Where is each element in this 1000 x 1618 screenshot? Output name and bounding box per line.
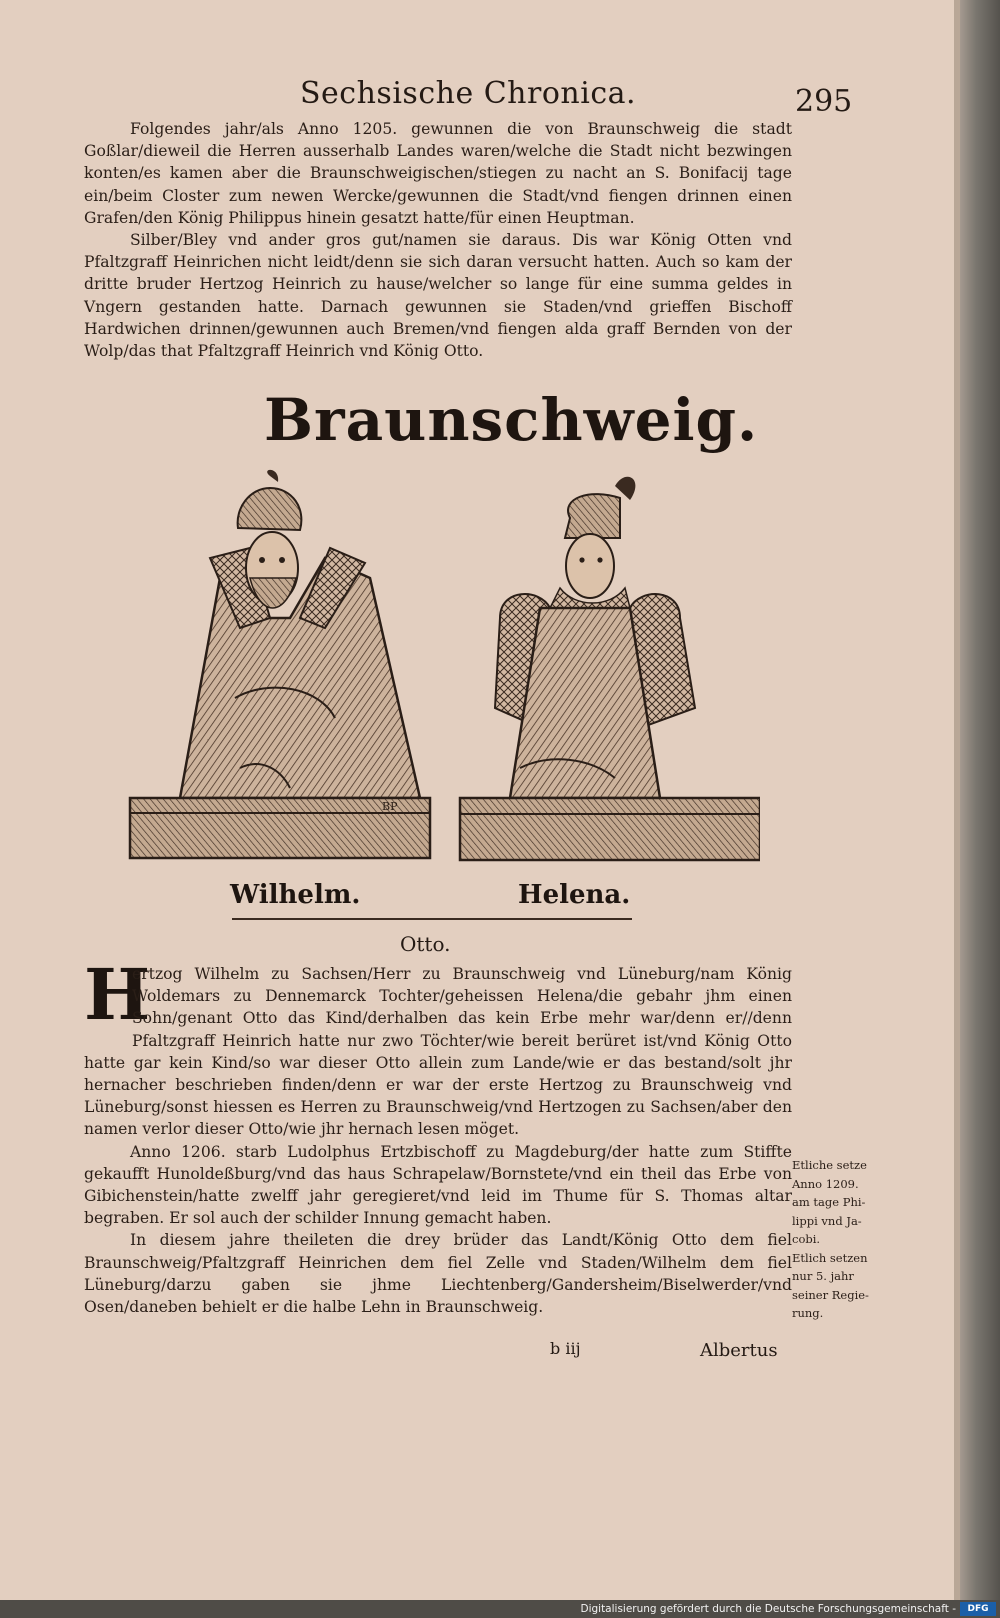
caption-wilhelm: Wilhelm.: [230, 880, 361, 910]
section-heading: Braunschweig.: [264, 386, 759, 454]
margin-note-line: seiner Regie-: [792, 1287, 869, 1302]
paragraph: In diesem jahre theileten die drey brüder das Landt/König Otto dem fiel Braunschweig/Pfaltzgraff Heinrichen dem fiel Zelle vnd Staden/Wilhelm dem fiel Lüneburg/darzu gaben sie jhme Liechtenberg/Gandersheim/Biselwerder/vnd Osen/daneben behielt er die halbe Lehn in Braunschweig.: [84, 1231, 792, 1317]
margin-note-line: Anno 1209.: [792, 1176, 859, 1191]
margin-note-line: nur 5. jahr: [792, 1269, 854, 1283]
paragraph: [84, 953, 792, 1141]
wilhelm-figure: [130, 470, 430, 858]
catchword: Albertus: [700, 1340, 778, 1361]
margin-note-line: Etlich setzen: [792, 1250, 868, 1265]
paragraph: Folgendes jahr/als Anno 1205. gewunnen die von Braunschweig die stadt Goßlar/dieweil die Herren ausserhalb Landes waren/welche die Stadt nicht bezwingen konten/es kamen aber die Braunschweigischen/stiegen zu nacht an S. Bonifacij tage ein/beim Closter zum newen Wercke/gewunnen die Stadt/vnd fiengen drinnen einen Grafen/den König Philippus hinein gesatzt hatte/für einen Heuptman.: [84, 120, 792, 227]
margin-note-line: rung.: [792, 1306, 824, 1320]
margin-note: [792, 1157, 876, 1324]
margin-note-line: lippi vnd Ja-: [792, 1213, 862, 1228]
page-number: 295: [795, 84, 853, 119]
book-edge: [960, 0, 1000, 1600]
caption-helena: Helena.: [518, 880, 631, 910]
footer-credit-bar: [0, 1600, 1000, 1618]
paragraph-text: ertzog Wilhelm zu Sachsen/Herr zu Braunschweig vnd Lüneburg/nam König Woldemars zu Dennemarck Tochter/geheissen Helena/die gebahr jhm einen Sohn/genant Otto das Kind/derhalben das kein Erbe mehr war/denn er//denn Pfaltzgraff Heinrich hatte nur zwo Töchter/wie bereit berüret ist/vnd König Otto hatte gar kein Kind/so war dieser Otto allein zum Lande/wie er das bestand/solt jhr hernacher beschrieben finden/denn er war der erste Hertzog zu Braunschweig vnd Lüneburg/sonst hiessen es Herren zu Braunschweig/vnd Hertzogen zu Sachsen/aber den namen verlor dieser Otto/wie jhr hernach lesen möget.: [84, 965, 792, 1139]
footer-credit-text: Digitalisierung gefördert durch die Deutsche Forschungsgemeinschaft -: [580, 1603, 956, 1615]
paragraph: Silber/Bley vnd ander gros gut/namen sie daraus. Dis war König Otten vnd Pfaltzgraff Heinrichen nicht leidt/denn sie sich daran versucht hatten. Auch so kam der dritte bruder Hertzog Heinrich zu hause/welcher so lange für eine summa geldes in Vngern gestanden hatte. Darnach gewunnen sie Staden/vnd grieffen Bischoff Hardwichen drinnen/gewunnen auch Bremen/vnd fiengen alda graff Bernden von der Wolp/das that Pfaltzgraff Heinrich vnd König Otto.: [84, 231, 792, 361]
dfg-logo: DFG: [960, 1602, 996, 1616]
woodcut-monogram: BP: [382, 800, 398, 813]
subheading-otto: Otto.: [400, 932, 451, 956]
paragraph: Anno 1206. starb Ludolphus Ertzbischoff zu Magdeburg/der hatte zum Stiffte gekaufft Hunoldeßburg/vnd das haus Schrapelaw/Bornstete/vnd ein theil das Erbe von Gibichenstein/hatte zwelff jahr geregieret/vnd leid im Thume für S. Thomas altar begraben. Er sol auch der schilder Innung gemacht haben.: [84, 1142, 792, 1228]
dropcap-initial: H: [84, 953, 151, 1036]
body-text-block: [84, 953, 792, 1318]
signature-mark: b iij: [550, 1339, 581, 1358]
woodcut-portraits-illustration: [120, 468, 760, 880]
margin-note-line: cobi.: [792, 1232, 821, 1246]
top-text-block: [84, 118, 792, 362]
margin-note-line: Etliche setze: [792, 1158, 867, 1172]
helena-figure: [460, 477, 760, 860]
margin-note-line: am tage Phi-: [792, 1195, 866, 1209]
divider-rule: [232, 918, 632, 920]
running-title: Sechsische Chronica.: [300, 76, 637, 111]
